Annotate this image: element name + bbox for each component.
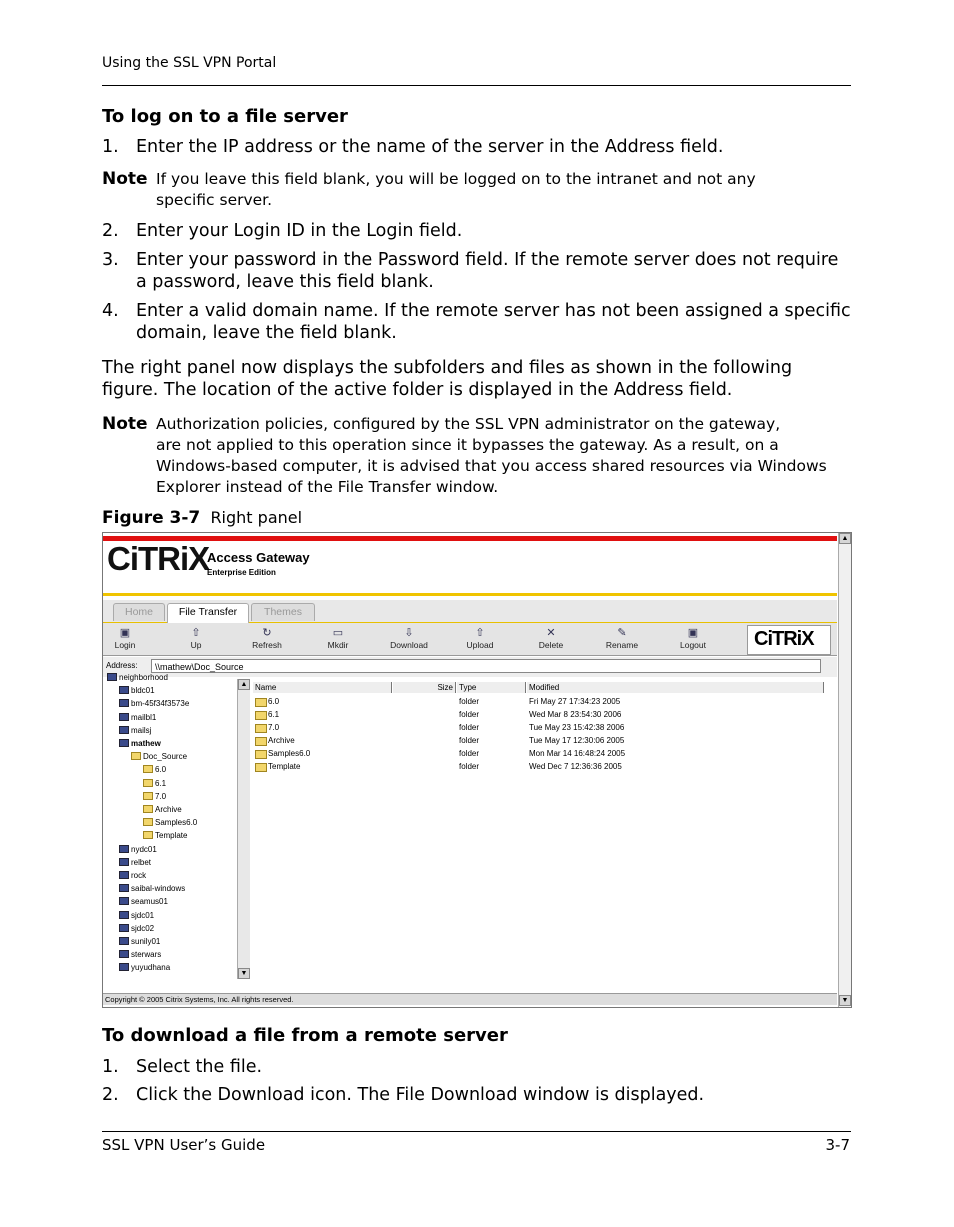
brand-red-bar — [103, 536, 837, 541]
tree-node[interactable] — [119, 963, 170, 972]
note-text-rest: are not applied to this operation since it bypasses the gateway. As a result, on a Windows-based computer, it is advised that you access shared resources via Windows Explorer instead of the File Transfer window. — [156, 436, 827, 496]
folder-icon — [255, 750, 267, 759]
tree-node[interactable] — [107, 673, 168, 682]
toolbar — [103, 623, 837, 656]
computer-icon — [119, 963, 129, 971]
tree-node[interactable] — [119, 739, 161, 748]
step-3 — [102, 249, 852, 293]
window-scroll-up-icon[interactable]: ▲ — [839, 533, 851, 544]
tree-node-label: relbet — [131, 857, 152, 867]
file-type: folder — [459, 749, 480, 758]
page-number: 3-7 — [825, 1136, 850, 1154]
tree-node-label: Template — [155, 831, 188, 841]
folder-tree — [103, 673, 250, 979]
step-number: 1. — [102, 1057, 119, 1077]
file-modified: Mon Mar 14 16:48:24 2005 — [529, 749, 626, 758]
tree-node-label: 6.1 — [155, 778, 167, 788]
tree-node[interactable] — [119, 713, 156, 722]
tree-node[interactable] — [119, 858, 151, 867]
folder-icon — [255, 711, 267, 720]
toolbar-button-label: Login — [114, 640, 136, 650]
tree-node[interactable] — [143, 792, 166, 801]
computer-icon — [119, 686, 129, 694]
address-bar — [103, 657, 837, 677]
body-paragraph: The right panel now displays the subfolders and files as shown in the following figure. The location of the active folder is displayed in the Address field. — [102, 358, 793, 400]
status-bar: Copyright © 2005 Citrix Systems, Inc. All rights reserved. — [103, 993, 837, 1005]
tree-node-label: Doc_Source — [143, 752, 188, 762]
address-input[interactable]: \\mathew\Doc_Source — [151, 659, 821, 673]
file-type: folder — [459, 762, 480, 771]
tree-node-label: yuyudhana — [131, 963, 171, 973]
tree-node-label: sterwars — [131, 950, 162, 960]
toolbar-logo-text: CiTRiX — [754, 628, 814, 650]
product-title: Access Gateway — [207, 550, 310, 565]
toolbar-button-label: Mkdir — [327, 640, 349, 650]
note-text-line1: If you leave this field blank, you will be logged on to the intranet and not any — [156, 170, 756, 188]
tree-node-label: 6.0 — [155, 765, 167, 775]
tree-node[interactable] — [119, 686, 155, 695]
tree-node[interactable] — [143, 779, 166, 788]
folder-icon — [131, 752, 141, 760]
computer-icon — [119, 699, 129, 707]
up-folder-icon: ⇧ — [191, 627, 201, 639]
scroll-down-icon[interactable]: ▼ — [238, 968, 250, 979]
toolbar-button-label: Rename — [605, 640, 639, 650]
toolbar-button-upload[interactable] — [458, 627, 502, 650]
computer-icon — [119, 884, 129, 892]
folder-icon — [255, 698, 267, 707]
computer-icon — [119, 924, 129, 932]
step-2 — [102, 220, 852, 242]
tree-node-label: neighborhood — [119, 673, 168, 682]
right-panel-screenshot — [102, 532, 852, 1008]
file-name: Archive — [268, 736, 295, 745]
rename-icon: ✎ — [617, 627, 627, 639]
section-title-logon: To log on to a file server — [102, 106, 348, 127]
file-row[interactable] — [251, 760, 837, 773]
tree-node[interactable] — [119, 884, 185, 893]
step-text: Enter a valid domain name. If the remote server has not been assigned a specific domain, leave the field blank. — [136, 301, 851, 343]
tree-node-label: Samples6.0 — [155, 818, 198, 828]
computer-icon — [119, 897, 129, 905]
computer-icon — [119, 871, 129, 879]
file-modified: Tue May 17 12:30:06 2005 — [529, 736, 625, 745]
folder-icon — [255, 763, 267, 772]
tab-themes[interactable]: Themes — [251, 603, 315, 621]
figure-label: Figure 3-7 — [102, 508, 201, 528]
computer-icon — [119, 911, 129, 919]
folder-icon — [143, 831, 153, 839]
login-icon: ▣ — [119, 627, 131, 639]
file-name: 7.0 — [268, 723, 280, 732]
computer-icon — [119, 713, 129, 721]
file-name: 6.1 — [268, 710, 280, 719]
section-title-download: To download a file from a remote server — [102, 1025, 508, 1046]
tree-node-label: Archive — [155, 805, 182, 814]
computer-icon — [119, 739, 129, 747]
tree-node-label: bldc01 — [131, 686, 155, 696]
file-row[interactable] — [251, 747, 837, 760]
toolbar-citrix-logo — [747, 625, 831, 655]
folder-icon — [255, 737, 267, 746]
tree-node[interactable] — [143, 818, 197, 827]
step-text: Click the Download icon. The File Download window is displayed. — [136, 1085, 705, 1105]
folder-icon — [143, 779, 153, 787]
computer-icon — [119, 726, 129, 734]
toolbar-button-label: Delete — [538, 640, 564, 650]
column-type[interactable]: Type — [457, 682, 526, 693]
folder-icon — [143, 765, 153, 773]
toolbar-button-label: Upload — [466, 640, 494, 650]
file-list — [251, 679, 837, 979]
step-number: 2. — [102, 221, 119, 241]
file-row[interactable] — [251, 708, 837, 721]
column-name[interactable]: Name — [253, 682, 392, 693]
step-number: 3. — [102, 250, 119, 270]
toolbar-button-label: Up — [190, 640, 202, 650]
file-name: 6.0 — [268, 697, 280, 706]
tree-node-label: mathew — [131, 739, 161, 748]
toolbar-button-mkdir[interactable] — [316, 627, 360, 650]
footer-title: SSL VPN User’s Guide — [102, 1136, 266, 1154]
file-row[interactable] — [251, 734, 837, 747]
figure-caption — [102, 508, 302, 528]
folder-icon — [255, 724, 267, 733]
tree-node[interactable] — [143, 765, 166, 774]
tree-scrollbar[interactable] — [237, 679, 250, 979]
file-row[interactable] — [251, 721, 837, 734]
toolbar-button-up[interactable] — [174, 627, 218, 650]
running-header: Using the SSL VPN Portal — [102, 55, 277, 71]
tree-node[interactable] — [119, 924, 154, 933]
tree-node-label: rock — [131, 871, 147, 880]
tree-node[interactable] — [119, 726, 151, 735]
tree-node-label: mailbl1 — [131, 712, 157, 722]
toolbar-button-login[interactable] — [103, 627, 147, 650]
step-text: Enter the IP address or the name of the server in the Address field. — [136, 137, 724, 157]
toolbar-button-refresh[interactable] — [245, 627, 289, 650]
address-label: Address: — [106, 661, 138, 670]
toolbar-button-label: Logout — [680, 640, 706, 650]
toolbar-button-label: Refresh — [252, 640, 282, 650]
computer-icon — [107, 673, 117, 681]
note-label: Note — [102, 414, 148, 434]
delete-icon: ✕ — [546, 627, 556, 639]
footer-rule — [102, 1131, 851, 1132]
refresh-icon: ↻ — [262, 627, 272, 639]
folder-icon — [143, 805, 153, 813]
note-blank-field — [102, 169, 852, 211]
folder-icon — [143, 792, 153, 800]
tree-node[interactable] — [119, 937, 160, 946]
tree-node-label: mailsj — [131, 725, 152, 735]
download-step-1 — [102, 1056, 852, 1078]
logout-icon: ▣ — [687, 627, 699, 639]
step-text: Enter your password in the Password field. If the remote server does not require a password, leave this field blank. — [136, 250, 839, 292]
tree-node-label: sunily01 — [131, 937, 161, 946]
toolbar-button-rename[interactable] — [600, 627, 644, 650]
folder-icon — [143, 818, 153, 826]
step-1 — [102, 136, 852, 158]
tree-node[interactable] — [119, 911, 154, 920]
column-size[interactable]: Size — [393, 682, 456, 693]
note-authorization — [102, 414, 852, 498]
tree-node-label: sjdc02 — [131, 923, 155, 933]
note-text-line1: Authorization policies, configured by the SSL VPN administrator on the gateway, — [156, 415, 781, 433]
tab-home[interactable]: Home — [113, 603, 165, 621]
toolbar-button-label: Download — [390, 640, 428, 650]
download-icon: ⇩ — [404, 627, 414, 639]
product-edition: Enterprise Edition — [207, 568, 276, 577]
header-rule — [102, 85, 851, 86]
tree-node-label: saibal-windows — [131, 884, 186, 894]
step-number: 4. — [102, 301, 119, 321]
step-4 — [102, 300, 852, 344]
tree-node[interactable] — [131, 752, 187, 761]
new-folder-icon: ▭ — [332, 627, 344, 639]
computer-icon — [119, 845, 129, 853]
file-type: folder — [459, 723, 480, 732]
tree-node[interactable] — [119, 897, 168, 906]
tree-node-label: seamus01 — [131, 897, 168, 907]
computer-icon — [119, 937, 129, 945]
tree-node-label: bm-45f34f3573e — [131, 699, 190, 709]
tree-node[interactable] — [143, 805, 182, 814]
tree-node[interactable] — [119, 845, 157, 854]
tree-node-label: 7.0 — [155, 791, 167, 801]
toolbar-button-logout[interactable] — [671, 627, 715, 650]
download-step-2 — [102, 1084, 852, 1106]
column-modified[interactable]: Modified — [527, 682, 824, 693]
file-name: Samples6.0 — [268, 749, 311, 758]
toolbar-button-delete[interactable] — [529, 627, 573, 650]
tree-node[interactable] — [119, 871, 146, 880]
file-modified: Wed Dec 7 12:36:36 2005 — [529, 762, 622, 771]
tree-node[interactable] — [119, 950, 161, 959]
citrix-logo: CiTRiX — [107, 540, 210, 577]
step-number: 1. — [102, 137, 119, 157]
tree-node-label: nydc01 — [131, 844, 157, 854]
note-text-line2: specific server. — [156, 191, 273, 209]
tree-node[interactable] — [143, 831, 187, 840]
file-name: Template — [268, 762, 301, 771]
upload-icon: ⇧ — [475, 627, 485, 639]
step-number: 2. — [102, 1085, 119, 1105]
note-label: Note — [102, 169, 148, 189]
toolbar-button-download[interactable] — [387, 627, 431, 650]
file-modified: Tue May 23 15:42:38 2006 — [529, 723, 625, 732]
file-modified: Fri May 27 17:34:23 2005 — [529, 697, 621, 706]
figure-caption-text: Right panel — [210, 508, 303, 527]
computer-icon — [119, 950, 129, 958]
computer-icon — [119, 858, 129, 866]
file-row[interactable] — [251, 695, 837, 708]
window-scrollbar[interactable] — [838, 533, 851, 1007]
step-text: Enter your Login ID in the Login field. — [136, 221, 463, 241]
brand-yellow-line — [103, 593, 837, 596]
tree-node[interactable] — [119, 699, 189, 708]
tree-node-label: sjdc01 — [131, 910, 155, 920]
tab-file-transfer[interactable]: File Transfer — [167, 603, 249, 623]
file-type: folder — [459, 736, 480, 745]
step-text: Select the file. — [136, 1057, 263, 1077]
file-type: folder — [459, 697, 480, 706]
file-type: folder — [459, 710, 480, 719]
tab-bar — [103, 600, 837, 624]
file-modified: Wed Mar 8 23:54:30 2006 — [529, 710, 622, 719]
scroll-up-icon[interactable]: ▲ — [238, 679, 250, 690]
window-scroll-down-icon[interactable]: ▼ — [839, 995, 851, 1006]
